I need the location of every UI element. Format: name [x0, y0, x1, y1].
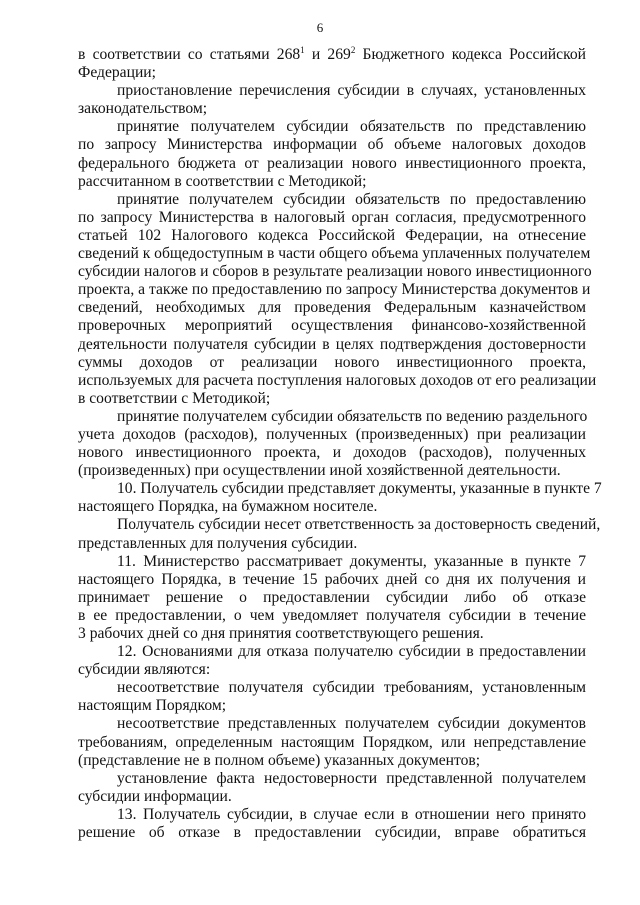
text-line: проекта, а также по предоставлению по запросу Министерства документов и — [78, 281, 591, 299]
text-line: приостановление перечисления субсидии в случаях, установленных — [117, 82, 586, 100]
text-line: принятие получателем субсидии обязательств по представлению — [117, 118, 586, 136]
text-line: по запросу Министерства информации об объеме налоговых доходов — [78, 136, 586, 154]
text-line: несоответствие представленных получателем субсидии документов — [117, 715, 586, 733]
text-line: 11. Министерство рассматривает документы, указанные в пункте 7 — [117, 552, 586, 570]
text-line: настоящего Порядка, на бумажном носителе. — [78, 498, 378, 516]
text-line: в ее предоставлении, о чем уведомляет получателя субсидии в течение — [78, 606, 586, 624]
text-line: субсидии информации. — [78, 787, 232, 805]
page-number: 6 — [316, 20, 324, 35]
text-line: используемых для расчета поступления налоговых доходов от его реализации — [78, 371, 597, 389]
text-line: 13. Получатель субсидии, в случае если в отношении него принято — [117, 805, 586, 823]
text-line: сведений к общедоступным в части общего объема уплаченных получателем — [78, 245, 591, 263]
text-line: сведений, необходимых для проведения Федеральным казначейством — [78, 299, 586, 317]
text-line: Федерации; — [78, 64, 156, 82]
text-line: представленных для получения субсидии. — [78, 534, 358, 552]
text-line: в соответствии со статьями $268^1$ и $269^2$ Бюджетного кодекса Российской — [78, 44, 586, 63]
text-line: по запросу Министерства в налоговый орган согласия, предусмотренного — [78, 208, 586, 226]
text-line: рассчитанном в соответствии с Методикой; — [78, 172, 367, 190]
text-line: в соответствии с Методикой; — [78, 389, 271, 407]
document-body — [78, 44, 602, 842]
text-line: 10. Получатель субсидии представляет документы, указанные в пункте 7 — [117, 480, 602, 498]
text-line: требованиям, определенным настоящим Порядком, или непредставление — [78, 733, 586, 751]
text-line: Получатель субсидии несет ответственность за достоверность сведений, — [117, 516, 601, 534]
text-line: установление факта недостоверности представленной получателем — [117, 769, 586, 787]
text-line: субсидии являются: — [78, 661, 211, 679]
text-line: принятие получателем субсидии обязательств по предоставлению — [117, 190, 586, 208]
text-line: (произведенных) при осуществлении иной хозяйственной деятельности. — [78, 462, 561, 480]
text-line: несоответствие получателя субсидии требованиям, установленным — [117, 679, 586, 697]
text-line: настоящим Порядком; — [78, 697, 227, 715]
text-line: законодательством; — [78, 100, 208, 118]
text-line: принимает решение о предоставлении субсидии либо об отказе — [78, 588, 586, 606]
text-line: учета доходов (расходов), полученных (произведенных) при реализации — [78, 425, 586, 443]
text-line: 12. Основаниями для отказа получателю субсидии в предоставлении — [117, 643, 586, 661]
text-line: федерального бюджета от реализации нового инвестиционного проекта, — [78, 154, 586, 172]
text-line: (представление не в полном объеме) указанных документов; — [78, 751, 481, 769]
text-line: суммы доходов от реализации нового инвестиционного проекта, — [78, 353, 586, 371]
text-line: 3 рабочих дней со дня принятия соответствующего решения. — [78, 625, 484, 642]
text-line: деятельности получателя субсидии в целях подтверждения достоверности — [78, 335, 586, 353]
text-line: субсидии налогов и сборов в результате реализации нового инвестиционного — [78, 263, 592, 281]
text-line: настоящего Порядка, в течение 15 рабочих дней со дня их получения и — [78, 570, 586, 588]
text-line: проверочных мероприятий осуществления финансово-хозяйственной — [78, 317, 586, 335]
text-line: принятие получателем субсидии обязательств по ведению раздельного — [117, 407, 588, 425]
text-line: статьей 102 Налогового кодекса Российской Федерации, на отнесение — [78, 226, 586, 244]
text-line: решение об отказе в предоставлении субсидии, вправе обратиться — [78, 824, 586, 842]
text-line: нового инвестиционного проекта, и доходов (расходов), полученных — [78, 444, 586, 462]
